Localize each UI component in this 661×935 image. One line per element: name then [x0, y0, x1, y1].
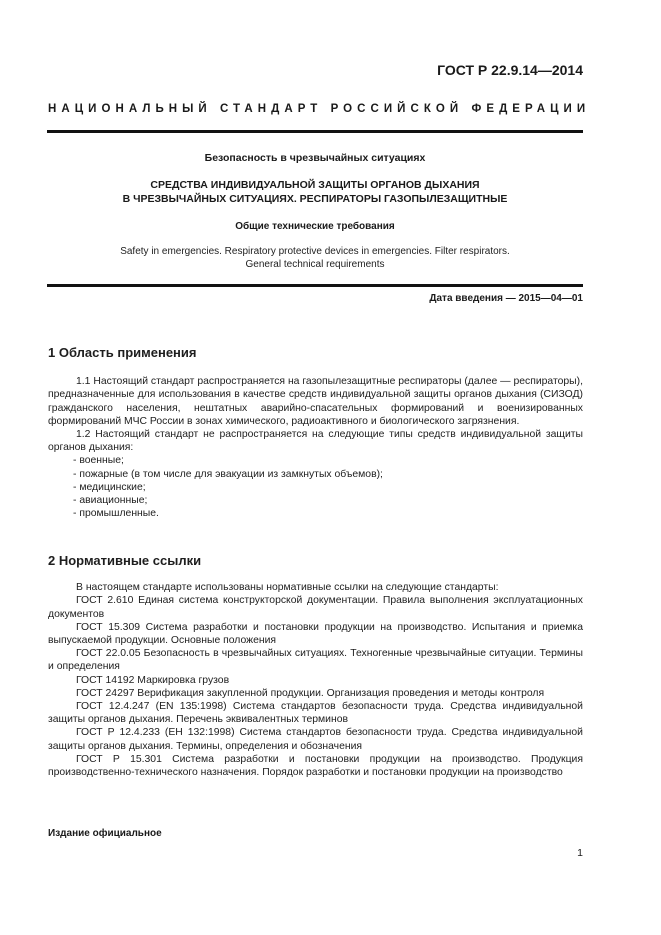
english-title	[47, 245, 583, 271]
reference-item: ГОСТ Р 12.4.233 (ЕН 132:1998) Система стандартов безопасности труда. Средства индивидуальной защиты органов дыхания. Термины, определения и обозначения	[48, 727, 583, 752]
reference-item: ГОСТ 24297 Верификация закупленной продукции. Организация проведения и методы контроля	[76, 687, 545, 699]
scope-paragraph-2: 1.2 Настоящий стандарт не распространяется на следующие типы средств индивидуальной защиты органов дыхания:	[48, 429, 583, 454]
page-number: 1	[577, 847, 583, 859]
list-item: - авиационные;	[73, 495, 148, 507]
english-title-line-1: Safety in emergencies. Respiratory protective devices in emergencies. Filter respirators.	[120, 246, 510, 257]
introduction-date: Дата введения — 2015—04—01	[429, 293, 583, 304]
reference-item: ГОСТ 22.0.05 Безопасность в чрезвычайных ситуациях. Техногенные чрезвычайные ситуации. Термины и определения	[48, 648, 583, 673]
reference-item: ГОСТ 2.610 Единая система конструкторской документации. Правила выполнения эксплуатационных документов	[48, 595, 583, 620]
title-line-2: В ЧРЕЗВЫЧАЙНЫХ СИТУАЦИЯХ. РЕСПИРАТОРЫ ГАЗОПЫЛЕЗАЩИТНЫЕ	[122, 193, 508, 205]
document-designation: ГОСТ Р 22.9.14—2014	[437, 62, 583, 78]
english-title-line-2: General technical requirements	[245, 259, 385, 270]
series-title: Безопасность в чрезвычайных ситуациях	[204, 152, 426, 164]
document-subtitle: Общие технические требования	[235, 221, 395, 232]
list-item: - пожарные (в том числе для эвакуации из замкнутых объемов);	[73, 468, 383, 480]
list-item: - медицинские;	[73, 481, 146, 493]
national-standard-heading: НАЦИОНАЛЬНЫЙ СТАНДАРТ РОССИЙСКОЙ ФЕДЕРАЦИИ	[48, 103, 591, 115]
section-1-heading: 1 Область применения	[48, 345, 197, 360]
reference-item: ГОСТ 12.4.247 (EN 135:1998) Система стандартов безопасности труда. Средства индивидуальной защиты органов дыхания. Перечень эквивалентных терминов	[48, 701, 583, 726]
list-item: - военные;	[73, 455, 124, 467]
list-item: - промышленные.	[73, 508, 159, 520]
scope-paragraph-1: 1.1 Настоящий стандарт распространяется на газопылезащитные респираторы (далее — респираторы), предназначенные для использования в качестве средств индивидуальной защиты органов дыхания (СИЗОД) гражданского населения, нештатных аварийно-спасательных формирований и военизированных формирований МЧС России в зонах химического, радиоактивного и биологического загрязнения.	[48, 376, 583, 427]
section-2-heading: 2 Нормативные ссылки	[48, 553, 202, 568]
header-divider	[47, 130, 583, 133]
document-title	[47, 178, 583, 206]
references-intro: В настоящем стандарте использованы нормативные ссылки на следующие стандарты:	[76, 582, 499, 594]
section-scope	[48, 346, 583, 520]
reference-item: ГОСТ 15.309 Система разработки и постановки продукции на производство. Испытания и приемка выпускаемой продукции. Основные положения	[48, 621, 583, 647]
title-divider	[47, 284, 583, 287]
reference-item: ГОСТ Р 15.301 Система разработки и постановки продукции на производство. Продукция производственно-технического назначения. Порядок разработки и постановки продукции на производство	[48, 753, 583, 779]
reference-item: ГОСТ 14192 Маркировка грузов	[76, 674, 230, 686]
section-normative-references	[48, 554, 583, 779]
official-edition-label: Издание официальное	[48, 828, 162, 839]
title-line-1: СРЕДСТВА ИНДИВИДУАЛЬНОЙ ЗАЩИТЫ ОРГАНОВ ДЫХАНИЯ	[150, 179, 480, 191]
